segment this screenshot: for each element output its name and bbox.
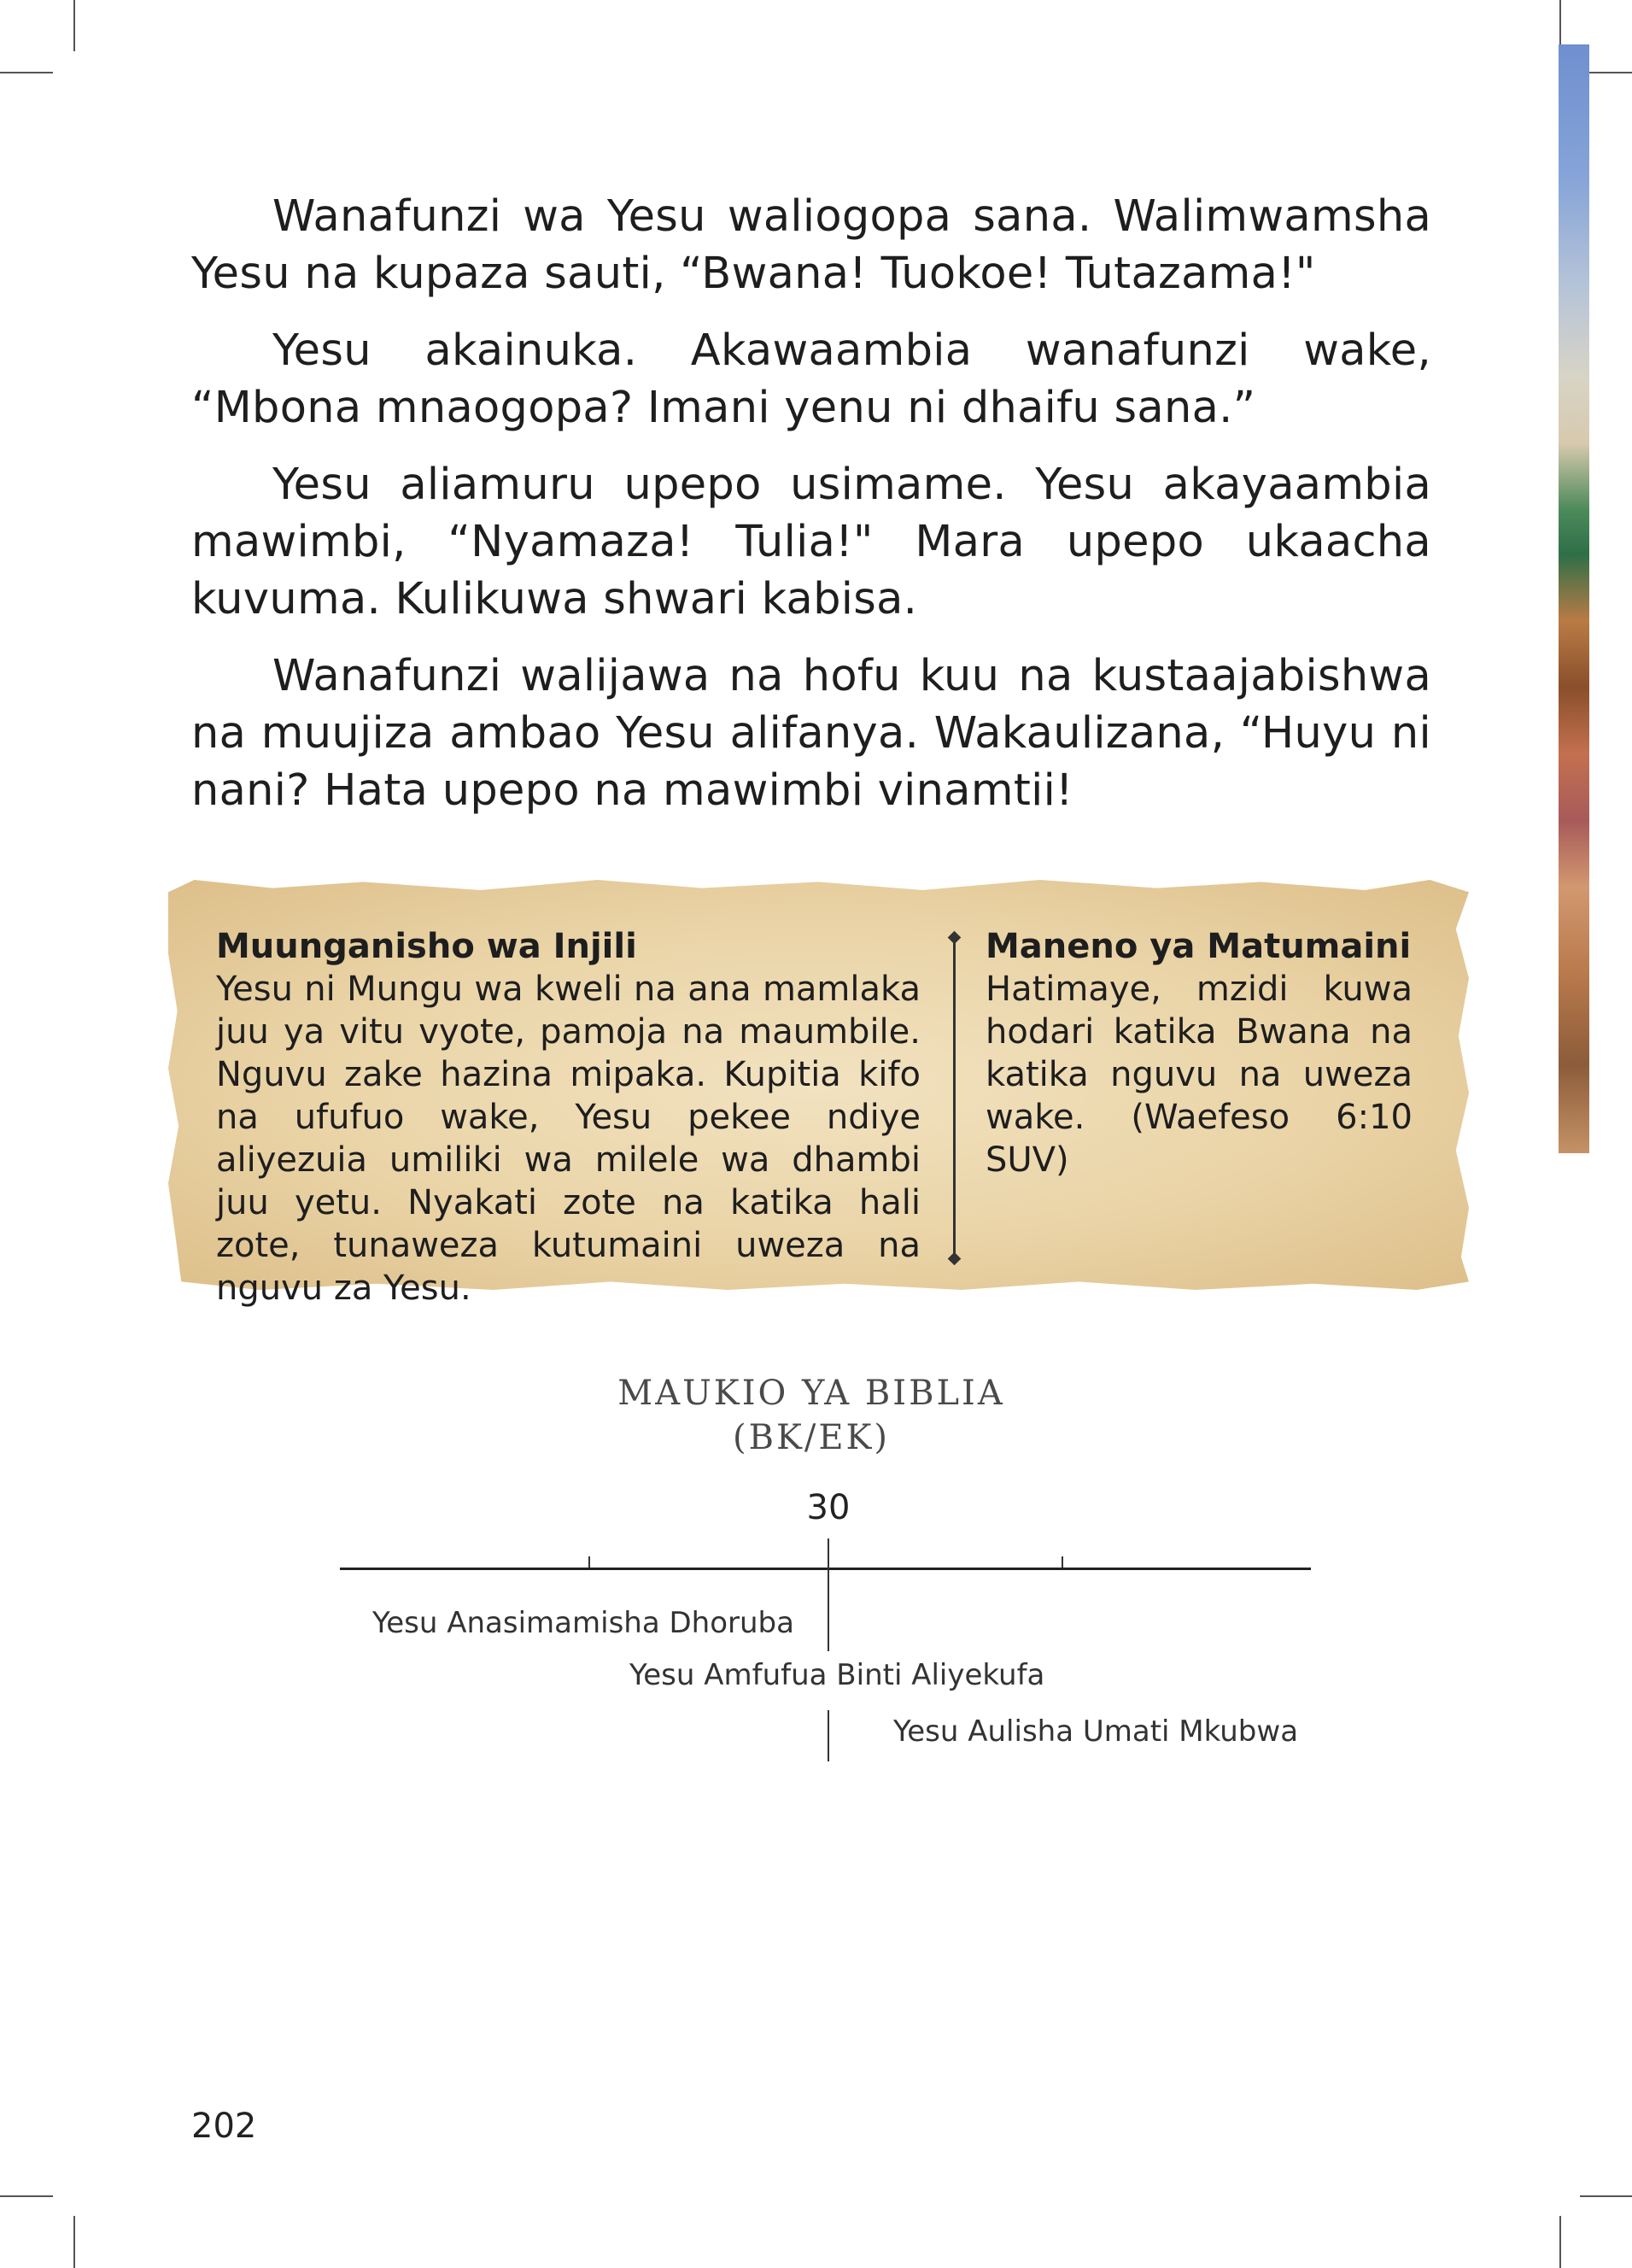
timeline-heading [427,1371,1196,1460]
story-paragraph: Yesu aliamuru upepo usimame. Yesu akayaambia mawimbi, “Nyamaza! Tulia!" Mara upepo ukaacha kuvuma. Kulikuwa shwari kabisa. [191,460,1431,624]
timeline-event: Yesu Aulisha Umati Mkubwa [893,1714,1299,1749]
crop-mark [0,72,53,73]
gospel-connection-body: Yesu ni Mungu wa kweli na ana mamlaka juu ya vitu vyote, pamoja na maumbile. Nguvu zake hazina mipaka. Kupitia kifo na ufufuo wake, Yesu pekee ndiye aliyezuia umiliki wa milele wa dhambi juu yetu. Nyakati zote na katika hali zote, tunaweza kutumaini uweza na nguvu za Yesu. [216,970,921,1308]
timeline-event-marker [828,1710,829,1761]
crop-mark [1559,0,1561,51]
illustration-edge [1559,44,1589,1153]
page-number: 202 [191,2107,257,2146]
timeline-tick [588,1556,590,1568]
story-text [191,188,1431,839]
words-of-hope-box [986,925,1413,1181]
gospel-connection-title: Muunganisho wa Injili [216,927,637,966]
crop-mark [73,0,75,51]
timeline-subtitle: (BK/EK) [732,1418,891,1457]
timeline-tick-year [828,1538,829,1651]
timeline-title: MAUKIO YA BIBLIA [617,1374,1005,1413]
crop-mark [73,2216,75,2268]
timeline-axis [340,1568,1311,1570]
crop-mark [0,2195,53,2197]
story-paragraph: Wanafunzi wa Yesu waliogopa sana. Walimwamsha Yesu na kupaza sauti, “Bwana! Tuokoe! Tutazama!" [191,191,1431,299]
timeline-tick [1062,1556,1063,1568]
crop-mark [1580,2195,1632,2197]
words-of-hope-title: Maneno ya Matumaini [986,927,1412,966]
timeline-year: 30 [806,1488,851,1527]
story-paragraph: Yesu akainuka. Akawaambia wanafunzi wake, “Mbona mnaogopa? Imani yenu ni dhaifu sana.” [191,325,1431,433]
timeline-event: Yesu Anasimamisha Dhoruba [372,1606,794,1640]
gospel-connection-box [216,925,921,1310]
callout-divider [953,938,956,1259]
story-paragraph: Wanafunzi walijawa na hofu kuu na kustaajabishwa na muujiza ambao Yesu alifanya. Wakaulizana, “Huyu ni nani? Hata upepo na mawimbi vinamtii! [191,651,1431,816]
words-of-hope-body: Hatimaye, mzidi kuwa hodari katika Bwana na katika nguvu na uweza wake. (Waefeso 6:10 SUV) [986,970,1413,1180]
crop-mark [1559,2216,1561,2268]
timeline-event: Yesu Amfufua Binti Aliyekufa [629,1658,1045,1692]
